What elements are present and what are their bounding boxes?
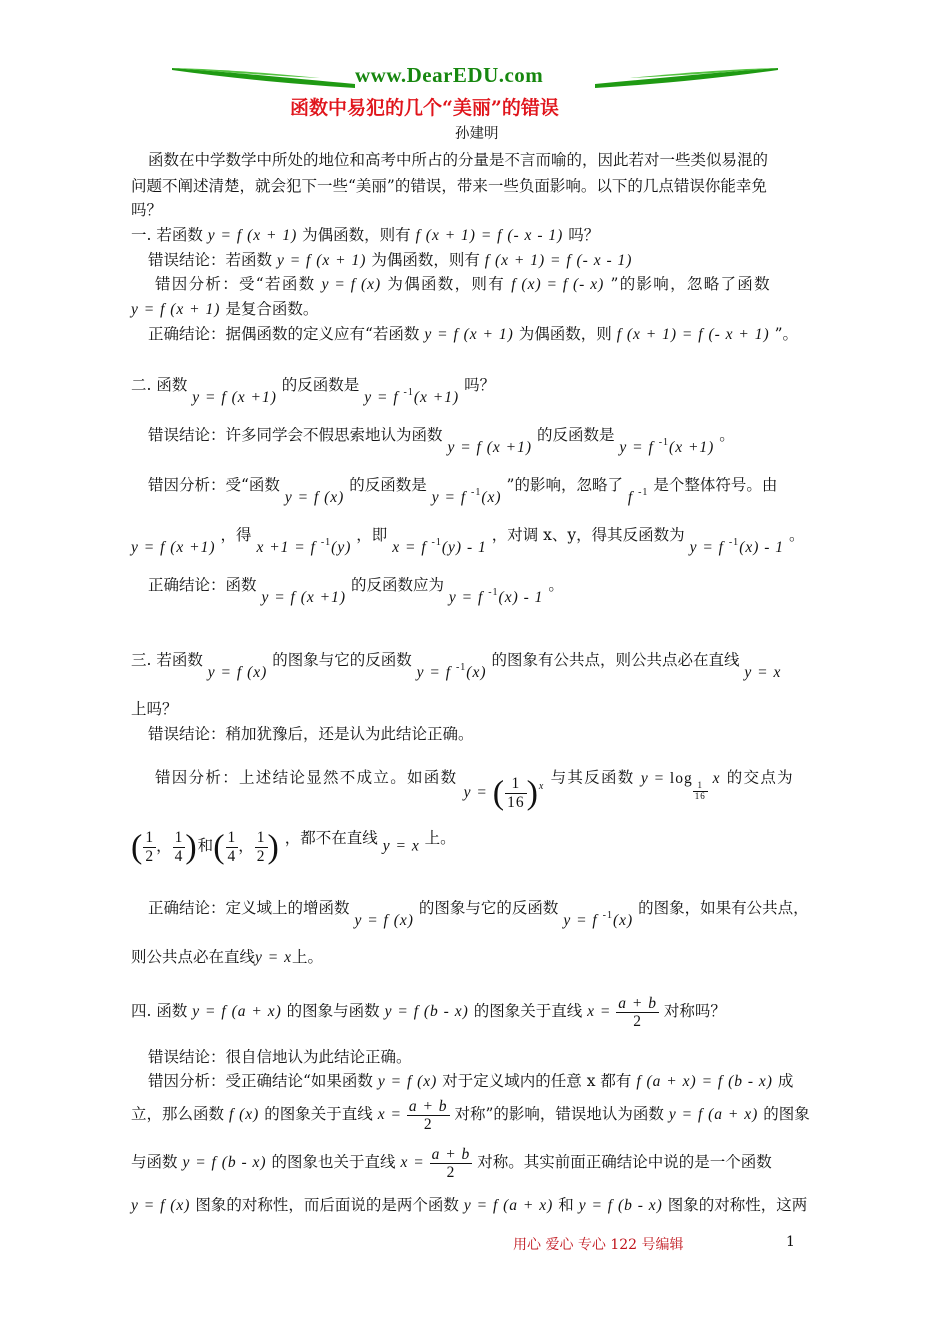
formula: y = x: [744, 664, 782, 681]
formula: y = x: [255, 949, 292, 966]
text: 二. 函数: [131, 376, 188, 394]
s4-cause-line-4: [131, 1193, 807, 1215]
formula: y = f (x +1): [447, 439, 533, 456]
text: 的图象与函数: [286, 1002, 380, 1021]
text: ”的影响，忽略了函数: [610, 275, 771, 293]
formula: y = f (x): [354, 912, 414, 929]
text: 。: [719, 426, 735, 444]
formula: x +1 = f $^{-1}$(y): [256, 536, 352, 556]
formula: x = $\frac{a + b}{2}$: [587, 995, 657, 1031]
s4-cause-line-1: [148, 1069, 793, 1091]
text: 为偶函数，则有: [371, 251, 480, 269]
text: 是复合函数。: [225, 300, 319, 318]
text: 的图象与它的反函数: [418, 899, 559, 917]
text: ”的影响，忽略了: [506, 476, 623, 494]
text: 错因分析：受“若函数: [155, 275, 316, 293]
formula: ( $\frac{1}{2}$ ， $\frac{1}{4}$ ): [131, 828, 198, 865]
text: 错误结论：若函数: [148, 251, 273, 269]
text: 的图象也关于直线: [271, 1153, 396, 1172]
text: 正确结论：据偶函数的定义应有“若函数: [148, 325, 420, 343]
text: 的图象有公共点，则公共点必在直线: [491, 651, 740, 669]
text: 与函数: [131, 1153, 178, 1172]
formula: y = f $^{-1}$(x) - 1: [689, 536, 785, 556]
formula: y = f (a + x): [192, 1003, 282, 1021]
text: 的反函数是: [281, 376, 360, 394]
formula: y = ( $\frac{1}{16}$ )$^x$: [463, 774, 545, 811]
intro-line-2: 问题不阐述清楚，就会犯下一些“美丽”的错误，带来一些负面影响。以下的几点错误你能幸免: [131, 177, 767, 195]
formula: f (x + 1) = f (- x - 1): [415, 227, 564, 244]
text: 正确结论：函数: [148, 576, 257, 594]
text: 对称吗？: [663, 1002, 726, 1021]
formula: y = f (b - x): [384, 1003, 469, 1021]
text: 成: [777, 1072, 794, 1090]
site-logo-text: www.DearEDU.com: [355, 63, 544, 87]
formula: f $^{-1}$: [627, 486, 649, 506]
text: ，即: [356, 526, 388, 544]
text: 是个整体符号。由: [653, 476, 778, 494]
formula: x = $\frac{a + b}{2}$: [400, 1146, 471, 1182]
text: 图象的对称性，这两: [667, 1196, 808, 1214]
text: 为偶函数，则: [518, 325, 612, 343]
page-title: 函数中易犯的几个“美丽”的错误: [290, 97, 559, 119]
text: 的图象关于直线: [473, 1002, 583, 1021]
formula: x = $\frac{a + b}{2}$: [377, 1098, 448, 1134]
formula: f (x + 1) = f (- x + 1): [616, 326, 770, 343]
formula: y = f (x +1): [261, 589, 347, 606]
s2-cause-line-2: [131, 523, 805, 556]
s2-question: [131, 373, 496, 406]
text: ，都不在直线: [284, 828, 378, 847]
text: 为偶函数，则有: [302, 226, 411, 244]
page-number: 1: [786, 1234, 795, 1250]
text: ，对调 x、y，得其反函数为: [491, 526, 685, 544]
formula: y = f (x +1): [192, 389, 277, 406]
s3-cause-line-2: [131, 828, 456, 866]
formula: y = f (x): [377, 1073, 438, 1090]
footer-text: 用心 爱心 专心 122 号编辑: [513, 1237, 684, 1253]
text: 上。: [424, 828, 456, 847]
s4-wrong-conclusion: 错误结论：很自信地认为此结论正确。: [148, 1048, 412, 1066]
s4-cause-line-2: [131, 1098, 810, 1133]
text: 三. 若函数: [131, 651, 203, 669]
text: 错因分析：上述结论显然不成立。如函数: [155, 768, 458, 787]
text: 对于定义域内的任意 x 都有: [442, 1072, 632, 1090]
formula: y = f $^{-1}$(x): [416, 661, 487, 681]
s1-wrong-conclusion: [148, 248, 632, 270]
text: 的交点为: [726, 768, 794, 787]
formula: x = f $^{-1}$(y) - 1: [392, 536, 487, 556]
text: 对称”的影响，错误地认为函数: [454, 1105, 664, 1124]
text: 正确结论：定义域上的增函数: [148, 899, 350, 917]
text: 的反函数是: [536, 426, 615, 444]
text: ，得: [220, 526, 252, 544]
text: 的图象，如果有公共点，: [638, 899, 809, 917]
formula: f (a + x) = f (b - x): [636, 1073, 773, 1090]
s3-right-line-1: [148, 896, 809, 929]
formula: y = f $^{-1}$(x) - 1: [448, 586, 544, 606]
formula: f (x): [228, 1106, 260, 1124]
text: 的图象: [763, 1105, 810, 1124]
text: 上。: [291, 948, 323, 966]
text: 与其反函数: [550, 768, 635, 787]
formula: y = f $^{-1}$(x +1): [364, 386, 460, 406]
text: 错因分析：受“函数: [148, 476, 280, 494]
intro-line-1: 函数在中学数学中所处的地位和高考中所占的分量是不言而喻的，因此若对一些类似易混的: [148, 151, 769, 169]
formula: y = f (x + 1): [207, 227, 298, 244]
text: 吗？: [464, 376, 496, 394]
text: 吗？: [568, 226, 600, 244]
intro-line-3: 吗？: [131, 201, 163, 219]
formula: y = f (x): [321, 276, 382, 293]
s1-right-conclusion: [148, 322, 798, 344]
text: 则公共点必在直线: [131, 948, 256, 966]
s3-cause-line-1: [155, 760, 794, 811]
s1-question: [131, 223, 599, 245]
text: 对称。其实前面正确结论中说的是一个函数: [477, 1153, 772, 1172]
text: 。: [789, 526, 805, 544]
text: 四. 函数: [131, 1002, 188, 1021]
s3-right-line-2: [131, 945, 323, 967]
text: 的反函数应为: [350, 576, 444, 594]
formula: f (x + 1) = f (- x - 1): [484, 252, 633, 269]
formula: y = f (b - x): [182, 1154, 267, 1172]
s1-cause-line-1: [155, 272, 771, 294]
s3-question-line-2: 上吗？: [131, 700, 178, 718]
formula: y = f (a + x): [463, 1197, 554, 1214]
s4-cause-line-3: [131, 1146, 772, 1181]
formula: f (x) = f (- x): [511, 276, 605, 293]
text: 和: [197, 836, 214, 855]
formula: y = f $^{-1}$(x): [431, 486, 502, 506]
s2-cause-line-1: [148, 473, 778, 506]
s2-right-conclusion: [148, 573, 564, 606]
formula: y = f (x): [207, 664, 268, 681]
formula: y = f (x + 1): [276, 252, 367, 269]
formula: y = f $^{-1}$(x): [563, 909, 634, 929]
s4-question: [131, 995, 726, 1030]
text: 错因分析：受正确结论“如果函数: [148, 1072, 373, 1090]
formula: y = f (x + 1): [131, 301, 221, 318]
text: 的图象关于直线: [264, 1105, 373, 1124]
formula: y = f (x + 1): [424, 326, 514, 343]
text: 一. 若函数: [131, 226, 203, 244]
formula: y = f (x +1): [131, 539, 216, 556]
text: ”。: [774, 325, 799, 343]
s3-question-line-1: [131, 648, 782, 681]
formula: y = x: [382, 837, 420, 855]
formula: y = f $^{-1}$(x +1): [619, 436, 715, 456]
text: 和: [558, 1196, 574, 1214]
text: 图象的对称性，而后面说的是两个函数: [195, 1196, 459, 1214]
formula: y = f (a + x): [668, 1106, 759, 1124]
formula: y = log $\frac{1}{16}$ x: [640, 769, 721, 801]
text: 的图象与它的反函数: [272, 651, 412, 669]
formula: y = f (b - x): [578, 1197, 663, 1214]
text: 的反函数是: [349, 476, 427, 494]
s2-wrong-conclusion: [148, 423, 735, 456]
author: 孙建明: [455, 126, 499, 142]
s3-wrong-conclusion: 错误结论：稍加犹豫后，还是认为此结论正确。: [148, 725, 474, 743]
formula: y = f (x): [131, 1197, 191, 1214]
text: 错误结论：许多同学会不假思索地认为函数: [148, 426, 443, 444]
formula: y = f (x): [284, 489, 345, 506]
formula: ( $\frac{1}{4}$ ， $\frac{1}{2}$ ): [213, 828, 280, 865]
text: 立，那么函数: [131, 1105, 225, 1124]
s1-cause-line-2: [131, 297, 318, 319]
text: 。: [548, 576, 564, 594]
text: 为偶函数，则有: [387, 275, 505, 293]
